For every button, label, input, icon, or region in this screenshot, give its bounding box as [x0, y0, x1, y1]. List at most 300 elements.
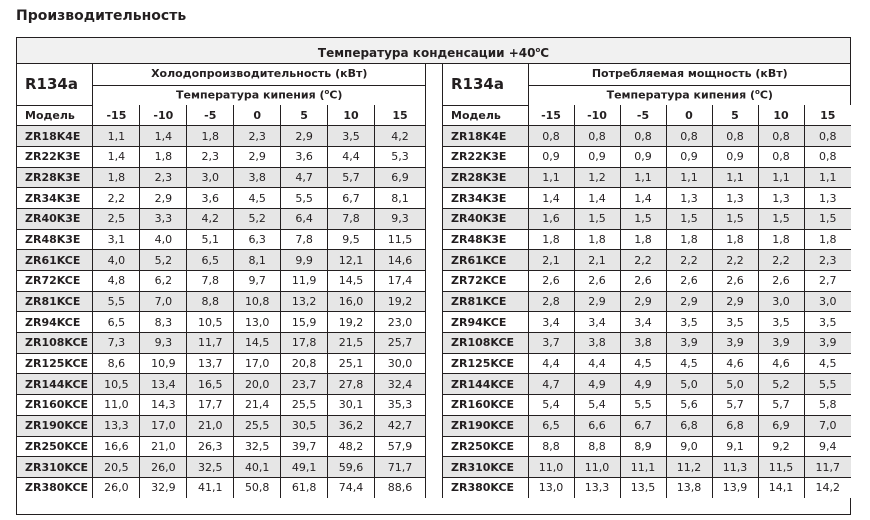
power-value-cell: 8,8 [574, 436, 620, 457]
temperature-header-cell: 5 [712, 105, 758, 126]
capacity-value-cell: 19,2 [328, 312, 375, 333]
capacity-value-cell: 49,1 [281, 457, 328, 478]
table-row [443, 167, 851, 188]
model-cell: ZR108KCE [17, 333, 93, 354]
power-value-cell: 2,9 [574, 291, 620, 312]
power-value-cell: 13,5 [620, 477, 666, 498]
power-value-cell: 3,7 [528, 333, 574, 354]
capacity-value-cell: 3,1 [93, 229, 140, 250]
capacity-value-cell: 6,3 [234, 229, 281, 250]
temperature-header-cell: -15 [528, 105, 574, 126]
capacity-value-cell: 13,0 [234, 312, 281, 333]
power-value-cell: 1,1 [804, 167, 851, 188]
temperature-header-cell: 10 [328, 105, 375, 126]
degree-sign: o [535, 46, 541, 54]
capacity-section [17, 63, 426, 498]
power-value-cell: 0,9 [712, 146, 758, 167]
power-value-cell: 0,8 [804, 126, 851, 147]
capacity-value-cell: 15,9 [281, 312, 328, 333]
model-cell: ZR310KCE [443, 457, 528, 478]
capacity-value-cell: 3,0 [187, 167, 234, 188]
power-value-cell: 0,9 [574, 146, 620, 167]
table-row [17, 271, 426, 292]
capacity-value-cell: 9,7 [234, 271, 281, 292]
power-value-cell: 4,5 [620, 353, 666, 374]
table-row [443, 333, 851, 354]
power-value-cell: 7,0 [804, 415, 851, 436]
power-value-cell: 0,9 [528, 146, 574, 167]
capacity-value-cell: 9,5 [328, 229, 375, 250]
power-value-cell: 14,1 [758, 477, 804, 498]
power-value-cell: 3,9 [758, 333, 804, 354]
capacity-value-cell: 74,4 [328, 477, 375, 498]
capacity-value-cell: 4,0 [140, 229, 187, 250]
table-row [443, 353, 851, 374]
power-value-cell: 1,5 [574, 208, 620, 229]
table-row [443, 477, 851, 498]
temperature-header-cell: -10 [140, 105, 187, 126]
capacity-value-cell: 7,0 [140, 291, 187, 312]
capacity-value-cell: 8,6 [93, 353, 140, 374]
capacity-value-cell: 25,5 [234, 415, 281, 436]
capacity-value-cell: 4,5 [234, 188, 281, 209]
capacity-value-cell: 2,2 [93, 188, 140, 209]
model-cell: ZR81KCE [443, 291, 528, 312]
capacity-value-cell: 21,5 [328, 333, 375, 354]
capacity-value-cell: 13,7 [187, 353, 234, 374]
temperature-header-row [443, 105, 851, 126]
power-value-cell: 1,8 [712, 229, 758, 250]
capacity-value-cell: 11,7 [187, 333, 234, 354]
power-value-cell: 0,8 [758, 146, 804, 167]
power-value-cell: 6,8 [712, 415, 758, 436]
capacity-value-cell: 4,0 [93, 250, 140, 271]
model-cell: ZR28K3E [17, 167, 93, 188]
capacity-value-cell: 30,0 [375, 353, 426, 374]
power-value-cell: 5,4 [528, 395, 574, 416]
table-row [17, 436, 426, 457]
model-cell: ZR72KCE [443, 271, 528, 292]
power-value-cell: 3,4 [528, 312, 574, 333]
power-value-cell: 1,6 [528, 208, 574, 229]
capacity-value-cell: 2,9 [234, 146, 281, 167]
model-cell: ZR48K3E [443, 229, 528, 250]
temperature-header-cell: 15 [375, 105, 426, 126]
refrigerant-label: R134a [17, 63, 93, 105]
capacity-value-cell: 9,3 [140, 333, 187, 354]
model-cell: ZR48K3E [17, 229, 93, 250]
power-value-cell: 2,7 [804, 271, 851, 292]
power-value-cell: 0,9 [666, 146, 712, 167]
power-value-cell: 2,6 [758, 271, 804, 292]
model-column-header: Модель [443, 105, 528, 126]
power-value-cell: 1,3 [712, 188, 758, 209]
table-row [17, 167, 426, 188]
power-value-cell: 3,9 [804, 333, 851, 354]
power-value-cell: 6,6 [574, 415, 620, 436]
capacity-value-cell: 41,1 [187, 477, 234, 498]
power-value-cell: 6,9 [758, 415, 804, 436]
power-value-cell: 3,9 [666, 333, 712, 354]
capacity-value-cell: 10,5 [93, 374, 140, 395]
power-section [442, 63, 851, 498]
model-cell: ZR94KCE [17, 312, 93, 333]
model-cell: ZR81KCE [17, 291, 93, 312]
temperature-header-cell: 0 [666, 105, 712, 126]
capacity-value-cell: 25,7 [375, 333, 426, 354]
capacity-value-cell: 1,8 [187, 126, 234, 147]
power-value-cell: 0,8 [528, 126, 574, 147]
model-cell: ZR125KCE [443, 353, 528, 374]
capacity-value-cell: 39,7 [281, 436, 328, 457]
power-value-cell: 5,7 [758, 395, 804, 416]
capacity-value-cell: 11,5 [375, 229, 426, 250]
model-cell: ZR310KCE [17, 457, 93, 478]
model-cell: ZR18K4E [17, 126, 93, 147]
capacity-value-cell: 17,0 [234, 353, 281, 374]
capacity-value-cell: 5,7 [328, 167, 375, 188]
power-value-cell: 13,0 [528, 477, 574, 498]
cooling-capacity-title: Холодопроизводительность (кВт) [93, 63, 426, 85]
table-row [443, 374, 851, 395]
capacity-value-cell: 4,2 [375, 126, 426, 147]
capacity-value-cell: 4,8 [93, 271, 140, 292]
power-value-cell: 2,2 [712, 250, 758, 271]
capacity-value-cell: 14,5 [328, 271, 375, 292]
power-value-cell: 2,6 [528, 271, 574, 292]
model-cell: ZR28K3E [443, 167, 528, 188]
temperature-header-cell: -5 [620, 105, 666, 126]
capacity-value-cell: 2,9 [140, 188, 187, 209]
capacity-value-cell: 2,3 [187, 146, 234, 167]
capacity-value-cell: 7,3 [93, 333, 140, 354]
power-input-title: Потребляемая мощность (кВт) [528, 63, 851, 85]
capacity-value-cell: 13,2 [281, 291, 328, 312]
capacity-value-cell: 20,0 [234, 374, 281, 395]
power-value-cell: 1,5 [804, 208, 851, 229]
model-cell: ZR61KCE [443, 250, 528, 271]
power-value-cell: 2,2 [758, 250, 804, 271]
capacity-value-cell: 5,5 [93, 291, 140, 312]
capacity-value-cell: 14,6 [375, 250, 426, 271]
capacity-value-cell: 20,8 [281, 353, 328, 374]
power-value-cell: 3,0 [804, 291, 851, 312]
sub-title-unit: C) [759, 89, 773, 103]
table-row [443, 415, 851, 436]
capacity-value-cell: 8,3 [140, 312, 187, 333]
model-cell: ZR108KCE [443, 333, 528, 354]
power-value-cell: 3,4 [620, 312, 666, 333]
table-row [17, 250, 426, 271]
capacity-value-cell: 16,5 [187, 374, 234, 395]
capacity-value-cell: 17,7 [187, 395, 234, 416]
model-cell: ZR160KCE [443, 395, 528, 416]
model-cell: ZR190KCE [17, 415, 93, 436]
capacity-value-cell: 1,1 [93, 126, 140, 147]
power-value-cell: 3,4 [574, 312, 620, 333]
power-value-cell: 1,1 [620, 167, 666, 188]
capacity-value-cell: 6,4 [281, 208, 328, 229]
capacity-value-cell: 30,5 [281, 415, 328, 436]
power-value-cell: 3,0 [758, 291, 804, 312]
capacity-value-cell: 26,3 [187, 436, 234, 457]
capacity-value-cell: 32,5 [187, 457, 234, 478]
capacity-value-cell: 26,0 [140, 457, 187, 478]
capacity-value-cell: 59,6 [328, 457, 375, 478]
capacity-value-cell: 21,0 [187, 415, 234, 436]
capacity-value-cell: 11,9 [281, 271, 328, 292]
capacity-value-cell: 2,5 [93, 208, 140, 229]
capacity-value-cell: 6,7 [328, 188, 375, 209]
power-value-cell: 5,4 [574, 395, 620, 416]
power-value-cell: 2,6 [666, 271, 712, 292]
power-value-cell: 2,1 [574, 250, 620, 271]
capacity-value-cell: 1,4 [93, 146, 140, 167]
capacity-value-cell: 3,5 [328, 126, 375, 147]
power-value-cell: 13,3 [574, 477, 620, 498]
power-value-cell: 5,7 [712, 395, 758, 416]
table-row [17, 374, 426, 395]
capacity-value-cell: 10,8 [234, 291, 281, 312]
power-value-cell: 1,3 [666, 188, 712, 209]
capacity-value-cell: 17,8 [281, 333, 328, 354]
capacity-value-cell: 32,5 [234, 436, 281, 457]
capacity-value-cell: 23,0 [375, 312, 426, 333]
capacity-value-cell: 6,9 [375, 167, 426, 188]
model-cell: ZR34K3E [17, 188, 93, 209]
power-value-cell: 4,5 [804, 353, 851, 374]
capacity-value-cell: 12,1 [328, 250, 375, 271]
capacity-value-cell: 48,2 [328, 436, 375, 457]
power-value-cell: 1,1 [712, 167, 758, 188]
power-value-cell: 4,6 [712, 353, 758, 374]
power-value-cell: 2,9 [666, 291, 712, 312]
capacity-value-cell: 36,2 [328, 415, 375, 436]
temperature-header-cell: 5 [281, 105, 328, 126]
power-value-cell: 8,8 [528, 436, 574, 457]
model-cell: ZR22K3E [17, 146, 93, 167]
power-value-cell: 0,8 [666, 126, 712, 147]
power-value-cell: 1,1 [758, 167, 804, 188]
capacity-value-cell: 40,1 [234, 457, 281, 478]
power-value-cell: 1,4 [574, 188, 620, 209]
capacity-value-cell: 3,8 [234, 167, 281, 188]
capacity-value-cell: 2,3 [234, 126, 281, 147]
power-value-cell: 1,8 [528, 229, 574, 250]
power-value-cell: 4,7 [528, 374, 574, 395]
power-value-cell: 1,5 [758, 208, 804, 229]
power-value-cell: 0,8 [620, 126, 666, 147]
capacity-value-cell: 50,8 [234, 477, 281, 498]
power-value-cell: 1,3 [758, 188, 804, 209]
power-value-cell: 11,0 [528, 457, 574, 478]
power-value-cell: 2,2 [666, 250, 712, 271]
power-value-cell: 2,9 [620, 291, 666, 312]
power-value-cell: 1,1 [528, 167, 574, 188]
power-value-cell: 6,7 [620, 415, 666, 436]
capacity-value-cell: 3,3 [140, 208, 187, 229]
table-row [443, 126, 851, 147]
model-cell: ZR22K3E [443, 146, 528, 167]
capacity-value-cell: 2,3 [140, 167, 187, 188]
table-row [443, 291, 851, 312]
capacity-value-cell: 7,8 [187, 271, 234, 292]
capacity-value-cell: 23,7 [281, 374, 328, 395]
sub-title-text: Температура кипения ( [606, 89, 756, 103]
model-cell: ZR144KCE [17, 374, 93, 395]
model-cell: ZR250KCE [443, 436, 528, 457]
table-row [17, 333, 426, 354]
table-row [443, 271, 851, 292]
capacity-value-cell: 13,3 [93, 415, 140, 436]
capacity-value-cell: 5,1 [187, 229, 234, 250]
power-value-cell: 5,5 [804, 374, 851, 395]
capacity-value-cell: 16,0 [328, 291, 375, 312]
temperature-header-cell: -10 [574, 105, 620, 126]
capacity-value-cell: 6,2 [140, 271, 187, 292]
page-title: Производительность [16, 8, 187, 24]
temperature-header-cell: 10 [758, 105, 804, 126]
power-value-cell: 1,8 [804, 229, 851, 250]
table-row [17, 415, 426, 436]
power-value-cell: 2,2 [620, 250, 666, 271]
table-row [17, 477, 426, 498]
power-value-cell: 5,5 [620, 395, 666, 416]
capacity-value-cell: 88,6 [375, 477, 426, 498]
capacity-value-cell: 57,9 [375, 436, 426, 457]
power-value-cell: 11,5 [758, 457, 804, 478]
table-row [443, 395, 851, 416]
power-value-cell: 1,8 [620, 229, 666, 250]
table-row [443, 146, 851, 167]
performance-table-frame [16, 37, 851, 515]
power-value-cell: 4,4 [528, 353, 574, 374]
table-row [443, 312, 851, 333]
power-value-cell: 9,1 [712, 436, 758, 457]
power-value-cell: 13,9 [712, 477, 758, 498]
degree-sign: o [324, 88, 330, 97]
power-value-cell: 6,8 [666, 415, 712, 436]
capacity-value-cell: 1,8 [140, 146, 187, 167]
power-value-cell: 1,4 [620, 188, 666, 209]
power-value-cell: 11,0 [574, 457, 620, 478]
table-row [17, 146, 426, 167]
table-row [17, 353, 426, 374]
power-value-cell: 11,7 [804, 457, 851, 478]
capacity-value-cell: 5,2 [140, 250, 187, 271]
power-value-cell: 13,8 [666, 477, 712, 498]
capacity-value-cell: 10,9 [140, 353, 187, 374]
evaporating-temperature-title [93, 85, 426, 105]
capacity-value-cell: 17,0 [140, 415, 187, 436]
capacity-value-cell: 5,5 [281, 188, 328, 209]
table-row [443, 208, 851, 229]
power-value-cell: 4,4 [574, 353, 620, 374]
capacity-value-cell: 4,2 [187, 208, 234, 229]
capacity-value-cell: 8,1 [375, 188, 426, 209]
temperature-header-cell: 0 [234, 105, 281, 126]
table-row [17, 457, 426, 478]
power-value-cell: 11,1 [620, 457, 666, 478]
table-row [443, 457, 851, 478]
model-cell: ZR160KCE [17, 395, 93, 416]
power-value-cell: 4,9 [620, 374, 666, 395]
condensing-temperature-unit: C [540, 46, 550, 60]
temperature-header-cell: -5 [187, 105, 234, 126]
table-row [443, 229, 851, 250]
capacity-value-cell: 27,8 [328, 374, 375, 395]
capacity-value-cell: 5,2 [234, 208, 281, 229]
power-value-cell: 1,8 [574, 229, 620, 250]
capacity-value-cell: 16,6 [93, 436, 140, 457]
power-value-cell: 2,9 [712, 291, 758, 312]
capacity-value-cell: 21,4 [234, 395, 281, 416]
power-value-cell: 2,1 [528, 250, 574, 271]
power-value-cell: 11,3 [712, 457, 758, 478]
model-column-header: Модель [17, 105, 93, 126]
table-row [443, 436, 851, 457]
model-cell: ZR72KCE [17, 271, 93, 292]
power-value-cell: 1,2 [574, 167, 620, 188]
capacity-value-cell: 9,3 [375, 208, 426, 229]
model-cell: ZR94KCE [443, 312, 528, 333]
capacity-value-cell: 1,4 [140, 126, 187, 147]
power-value-cell: 1,5 [712, 208, 758, 229]
power-value-cell: 3,5 [666, 312, 712, 333]
power-value-cell: 9,2 [758, 436, 804, 457]
power-value-cell: 3,8 [620, 333, 666, 354]
power-value-cell: 3,8 [574, 333, 620, 354]
temperature-header-cell: -15 [93, 105, 140, 126]
capacity-value-cell: 26,0 [93, 477, 140, 498]
capacity-value-cell: 20,5 [93, 457, 140, 478]
capacity-value-cell: 13,4 [140, 374, 187, 395]
refrigerant-label: R134a [443, 63, 528, 105]
model-cell: ZR61KCE [17, 250, 93, 271]
capacity-table [17, 63, 426, 498]
capacity-value-cell: 14,5 [234, 333, 281, 354]
capacity-value-cell: 6,5 [187, 250, 234, 271]
table-row [17, 229, 426, 250]
capacity-value-cell: 6,5 [93, 312, 140, 333]
power-value-cell: 0,8 [712, 126, 758, 147]
model-cell: ZR380KCE [17, 477, 93, 498]
power-value-cell: 5,0 [712, 374, 758, 395]
model-cell: ZR380KCE [443, 477, 528, 498]
temperature-header-cell: 15 [804, 105, 851, 126]
power-value-cell: 0,9 [620, 146, 666, 167]
power-input-table [443, 63, 851, 498]
temperature-header-row [17, 105, 426, 126]
power-value-cell: 0,8 [758, 126, 804, 147]
power-value-cell: 4,9 [574, 374, 620, 395]
power-value-cell: 5,8 [804, 395, 851, 416]
power-value-cell: 2,6 [574, 271, 620, 292]
capacity-value-cell: 7,8 [281, 229, 328, 250]
capacity-value-cell: 9,9 [281, 250, 328, 271]
model-cell: ZR125KCE [17, 353, 93, 374]
power-value-cell: 2,6 [620, 271, 666, 292]
capacity-value-cell: 8,1 [234, 250, 281, 271]
power-value-cell: 1,8 [758, 229, 804, 250]
table-row [443, 250, 851, 271]
power-value-cell: 2,3 [804, 250, 851, 271]
table-row [17, 208, 426, 229]
table-row [17, 188, 426, 209]
power-value-cell: 8,9 [620, 436, 666, 457]
capacity-value-cell: 10,5 [187, 312, 234, 333]
capacity-value-cell: 19,2 [375, 291, 426, 312]
